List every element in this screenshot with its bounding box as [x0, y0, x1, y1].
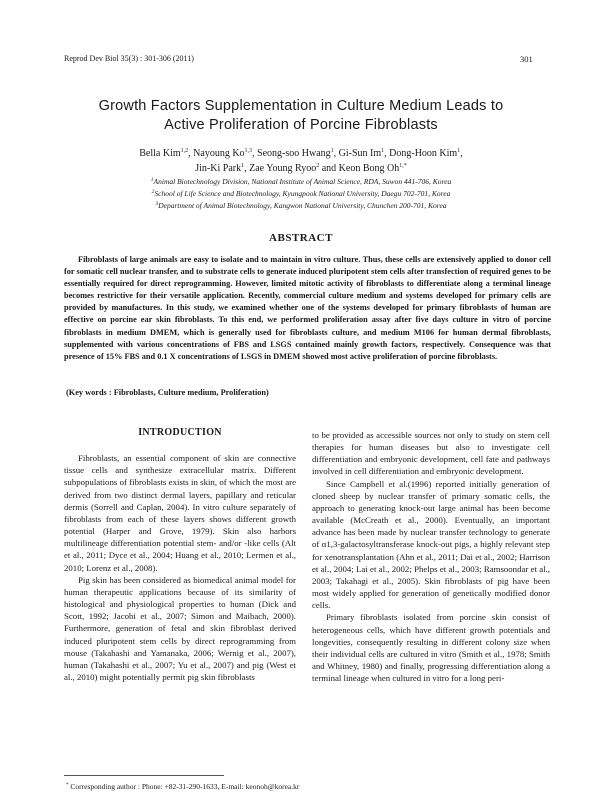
author-affiliation-mark: 1,*: [399, 163, 407, 169]
author-name: Jin-Ki Park: [195, 163, 242, 174]
body-paragraph: Fibroblasts, an essential component of skin are connective tissue cells and synthesize extracellular matrix. Different subpopulations of fibroblasts exists in skin, of which the most are derived from two distinct dermal layers, papillary and reticular dermis (Sorrell and Caplan, 2004). In vitro culture separately of fibroblasts from each of these layers shows different growth potential (Harper and Grove, 1979). Skin also harbors multilineage differentiation potential stem- and/or -like cells (Alt et al., 2011; Dyce et al., 2004; Huang et al., 2010; Lermen et al., 2010; Lorenz et al., 2008).: [64, 453, 296, 573]
abstract-heading: ABSTRACT: [269, 232, 333, 244]
affiliation-mark: 1: [150, 177, 154, 183]
journal-citation: Reprod Dev Biol 35(3) : 301-306 (2011): [64, 54, 194, 63]
right-column: [312, 429, 550, 684]
footnote-marker: *: [66, 783, 69, 788]
author-affiliation-mark: 1: [381, 148, 385, 154]
author-affiliation-mark: 2: [316, 163, 320, 169]
paper-title: [40, 97, 562, 135]
author-name: Dong-Hoon Kim: [389, 148, 458, 159]
author-name: Seong-soo Hwang: [257, 148, 331, 159]
affiliation-mark: 2: [151, 189, 155, 195]
author-affiliation-mark: 1,3: [244, 148, 253, 154]
affiliation-item: [40, 200, 562, 212]
author-separator: ,: [384, 148, 390, 159]
footnote: [66, 782, 299, 791]
author-name: Keon Bong Oh: [338, 163, 400, 174]
author-affiliation-mark: 1: [241, 163, 245, 169]
body-paragraph: Since Campbell et al.(1996) reported initially generation of cloned sheep by nuclear transfer of primary somatic cells, the approach to generating knock-out large animal has been become available (McCreath et al., 2000). Eventually, an important advance has been made by nuclear transfer technology to generate of α1,3-galactosyltransferase knock-out pigs, a highly relevant step for xenotransplantation (Ahn et al., 2011; Dai et al., 2002; Harrison et al., 2004; Lai et al., 2002; Phelps et al., 2003; Ramsoondar et al., 2003; Takahagi et al., 2005). Skin fibroblasts of pig have been most widely applied for generation of genetically modified donor cells.: [312, 478, 550, 611]
abstract-body: Fibroblasts of large animals are easy to isolate and to maintain in vitro culture. Thus, these cells are extensively applied to donor cell for somatic cell nuclear transfer, and to substrate cells to generate induced pluripotent stem cells after transfection of required genes to be essentially required for direct reprogramming. However, limited mitotic activity of fibroblasts to differentiate along a terminal lineage becomes restrictive for their versatile application. Recently, commercial culture medium and systems developed for primary cells are provided by manufactures. In this study, we examined whether one of the systems developed for primary fibroblasts of human are effective on porcine ear skin fibroblasts. To this end, we performed proliferation assay after five days culture in vitro of porcine fibroblasts in medium DMEM, which is generally used for fibroblasts culture, and medium M106 for human dermal fibroblasts, supplemented with various concentrations of FBS and LSGS contained mainly growth factors, respectively. Consequence was that presence of 15% FBS and 0.1 X concentrations of LSGS in DMEM showed most active proliferation of porcine fibroblasts.: [64, 255, 551, 361]
affiliation-mark: 3: [155, 201, 159, 207]
introduction-heading: INTRODUCTION: [138, 427, 222, 438]
page-number: 301: [520, 54, 533, 64]
affiliation-item: [40, 188, 562, 200]
title-line-2: Active Proliferation of Porcine Fibroblasts: [164, 117, 438, 133]
body-paragraph: to be provided as accessible sources not only to study on stem cell therapies for human diseases but also to investigate cell differentiation and embryonic development, cell fate and pathways involved in cell differentiation and embryonic development.: [312, 430, 550, 477]
affiliation-list: [40, 176, 562, 212]
left-column: [64, 404, 296, 683]
author-separator: and: [319, 163, 339, 174]
author-line-1: [40, 146, 562, 161]
author-affiliation-mark: 1: [330, 148, 334, 154]
body-paragraph: Pig skin has been considered as biomedical animal model for human therapeutic applications because of its similarity of histological and physiological properties to human (Dick and Scott, 1992; Jacobi et al., 2007; Simon and Maibach, 2000). Furthermore, generation of fetal and skin fibroblast derived induced pluripotent stem cells by direct reprogramming from mouse (Takahashi and Yamanaka, 2006; Wernig et al., 2007), human (Takahashi et al., 2007; Yu et al., 2007) and pig (West et al., 2010) might potentially permit pig skin fibroblasts: [64, 574, 296, 682]
affiliation-text: Department of Animal Biotechnology, Kangwon National University, Chunchen 200-701, Korea: [158, 201, 447, 210]
footnote-text: Corresponding author : Phone: +82-31-290-1633, E-mail: keonoh@korea.kr: [68, 782, 300, 791]
author-name: Bella Kim: [139, 148, 181, 159]
author-separator: ,: [460, 148, 463, 159]
author-affiliation-mark: 1: [457, 148, 461, 154]
author-list: [40, 146, 562, 176]
author-separator: ,: [244, 163, 250, 174]
title-line-1: Growth Factors Supplementation in Culture Medium Leads to: [98, 98, 504, 114]
author-line-2: [40, 161, 562, 176]
affiliation-item: [40, 176, 562, 188]
affiliation-text: School of Life Science and Biotechnology, Kyungpook National University, Daegu 702-701, Korea: [154, 189, 451, 198]
author-separator: ,: [333, 148, 339, 159]
affiliation-text: Animal Biotechnology Division, National Institute of Animal Science, RDA, Suwon 441-706, Korea: [153, 177, 452, 186]
author-name: Nayoung Ko: [193, 148, 245, 159]
author-affiliation-mark: 1,2: [180, 148, 189, 154]
author-name: Zae Young Ryoo: [249, 163, 317, 174]
author-separator: ,: [188, 148, 194, 159]
footnote-rule: [64, 775, 224, 776]
author-name: Gi-Sun Im: [338, 148, 382, 159]
body-paragraph: Primary fibroblasts isolated from porcine skin consist of heterogeneous cells, which have different growth potentials and longevities, consequently resulting in different colony size when their individual cells are cultured in vitro (Smith et al., 1978; Smith and Whitney, 1980) and finally, progressing differentiation along a terminal lineage when cultured in vitro for a long peri-: [312, 612, 550, 684]
keywords: (Key words : Fibroblasts, Culture medium, Proliferation): [66, 388, 269, 397]
author-separator: ,: [252, 148, 258, 159]
